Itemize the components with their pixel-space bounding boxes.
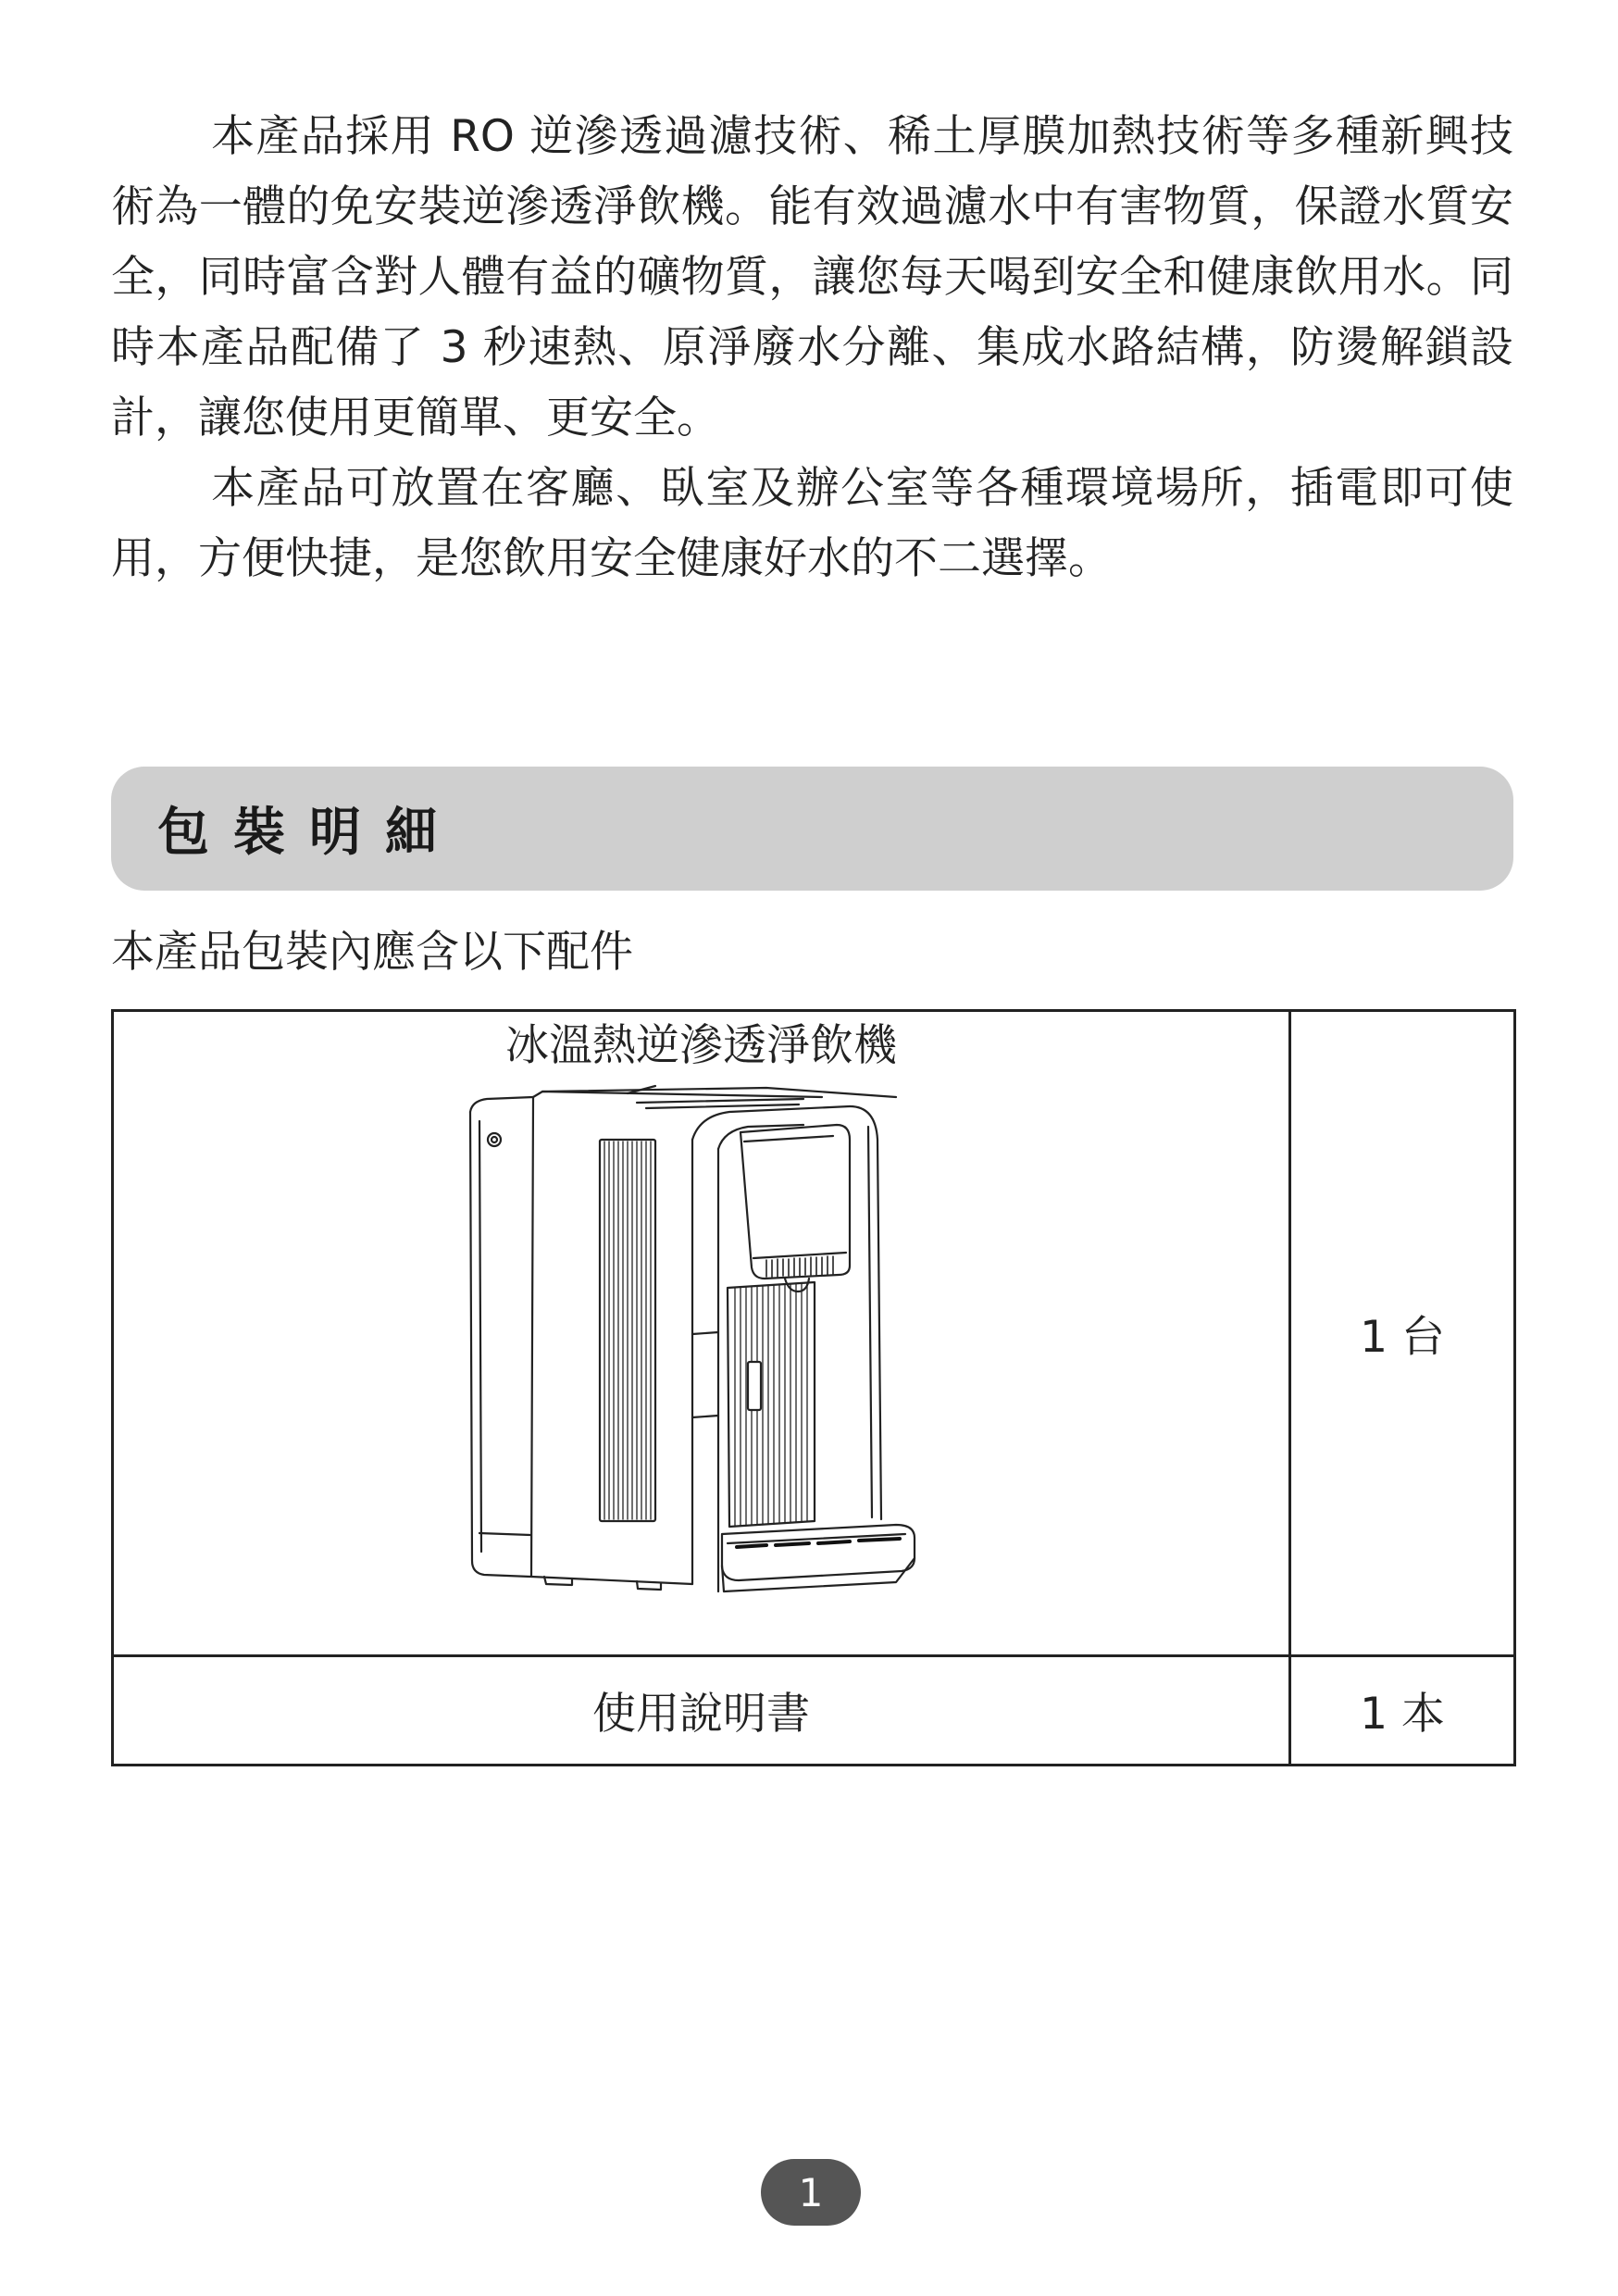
intro-text [111, 102, 1513, 594]
item-name: 冰溫熱逆滲透淨飲機 [505, 1020, 897, 1071]
water-dispenser-illustration [415, 1084, 989, 1603]
section-title: 包裝明細 [157, 803, 461, 863]
item-cell: 使用說明書 [113, 1656, 1290, 1766]
section-header-package [111, 767, 1513, 891]
table-row [113, 1656, 1515, 1766]
intro-paragraph-1: 本產品採用 RO 逆滲透過濾技術、稀土厚膜加熱技術等多種新興技術為一體的免安裝逆滲透淨飲機。能有效過濾水中有害物質，保證水質安全，同時富含對人體有益的礦物質，讓您每天喝到安全和健康飲用水。同時本產品配備了 3 秒速熱、原淨廢水分離、集成水路結構，防燙解鎖設計，讓您使用更簡單、更安全。 [111, 111, 1513, 443]
table-row [113, 1011, 1515, 1656]
package-intro-text: 本產品包裝內應含以下配件 [111, 927, 633, 978]
intro-paragraph-2: 本產品可放置在客廳、臥室及辦公室等各種環境場所，插電即可使用，方便快捷，是您飲用安全健康好水的不二選擇。 [111, 463, 1513, 584]
package-contents-table [111, 1009, 1516, 1766]
quantity-cell: 1 本 [1290, 1656, 1515, 1766]
quantity-cell: 1 台 [1290, 1011, 1515, 1656]
item-cell [113, 1011, 1290, 1656]
page-number: 1 [761, 2159, 861, 2226]
